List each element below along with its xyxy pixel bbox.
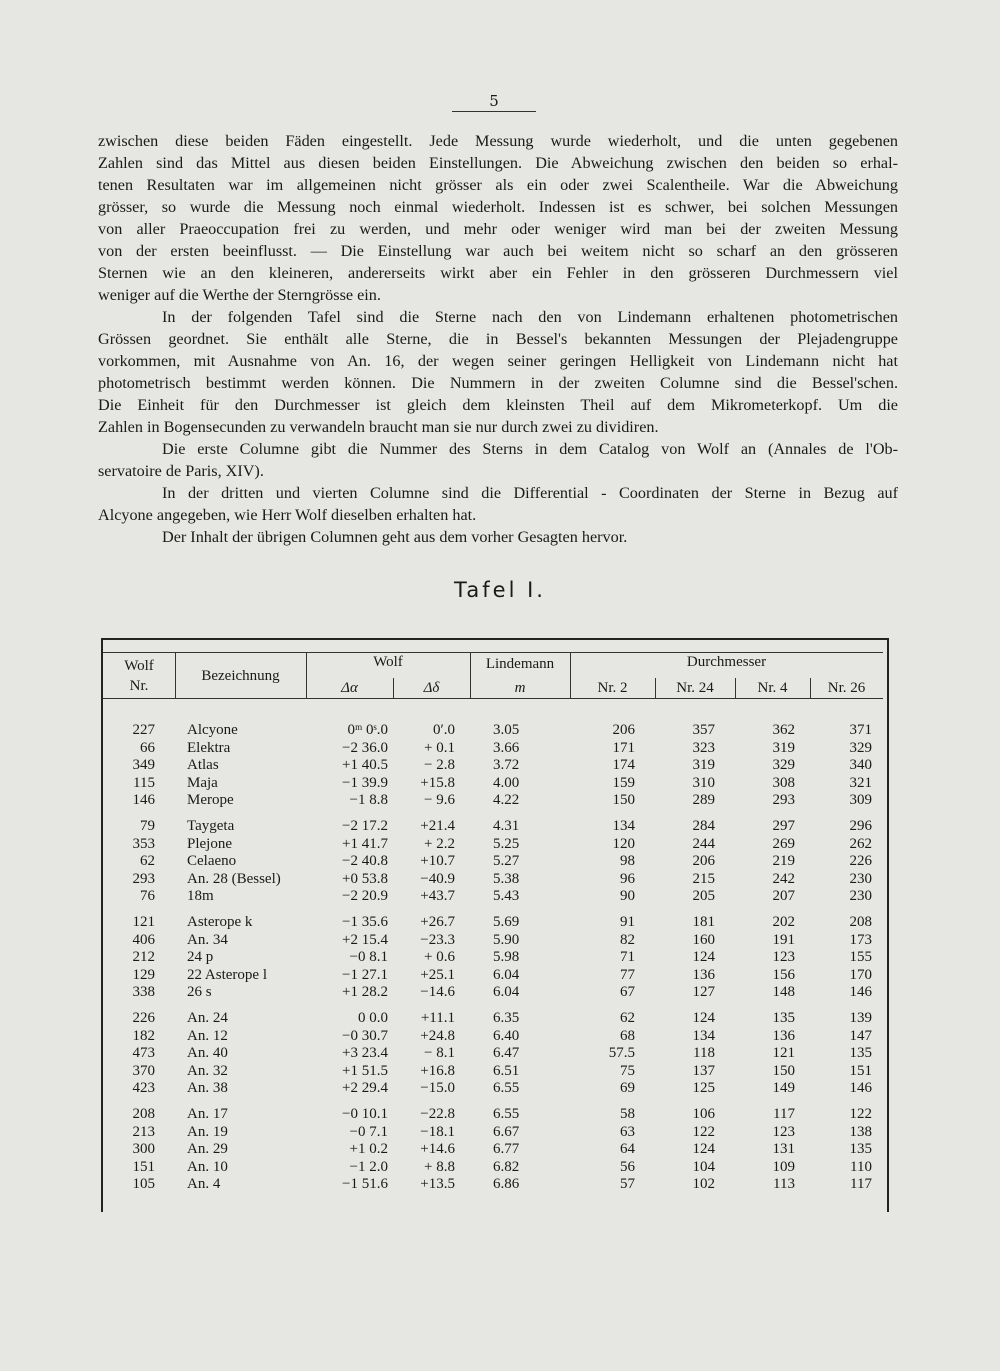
header-delta-alpha: Δα (341, 680, 358, 696)
cell-delta-delta: + 0.6 (424, 949, 455, 966)
cell-nr4: 123 (772, 949, 795, 966)
cell-nr4: 150 (772, 1062, 795, 1079)
cell-delta-alpha: −1 39.9 (342, 774, 388, 791)
cell-nr26: 230 (849, 888, 872, 905)
cell-nr4: 156 (772, 966, 795, 983)
cell-nr2: 58 (620, 1106, 635, 1122)
cell-delta-delta: − 2.8 (424, 757, 455, 774)
cell-bezeichnung: Merope (187, 792, 234, 809)
cell-delta-alpha: −1 8.8 (349, 792, 388, 809)
cell-nr24: 289 (692, 792, 715, 809)
text-line: grösser, so wurde die Messung noch einmal wiederholt. Indessen ist es schwer, bei solchen Messungen (98, 198, 898, 216)
cell-nr2: 174 (612, 757, 635, 774)
cell-lindemann-m: 5.69 (493, 914, 520, 930)
cell-nr2: 91 (620, 914, 635, 930)
cell-nr24: 310 (692, 774, 715, 791)
cell-delta-delta: −22.8 (420, 1106, 455, 1122)
text-line: Die Einheit für den Durchmesser ist gleich dem kleinsten Theil auf dem Mikrometerkopf. Um die (98, 396, 898, 414)
cell-nr4: 219 (772, 853, 795, 870)
cell-wolf-nr: 146 (132, 792, 155, 809)
cell-nr2: 56 (620, 1158, 635, 1175)
cell-bezeichnung: An. 40 (187, 1045, 228, 1062)
cell-delta-alpha: +1 0.2 (349, 1141, 388, 1158)
table-title: Tafel I. (454, 578, 546, 602)
cell-nr2: 68 (620, 1027, 635, 1044)
cell-delta-alpha: −2 40.8 (342, 853, 388, 870)
cell-lindemann-m: 3.05 (493, 722, 520, 738)
header-nr4: Nr. 4 (757, 680, 788, 696)
cell-nr26: 122 (849, 1106, 872, 1122)
cell-nr26: 170 (849, 966, 872, 983)
cell-delta-delta: +13.5 (420, 1176, 455, 1193)
cell-nr24: 118 (693, 1045, 715, 1062)
cell-nr26: 146 (849, 1080, 872, 1097)
page-number: 5 (452, 92, 536, 112)
cell-delta-delta: + 8.8 (424, 1158, 455, 1175)
cell-delta-alpha: −1 2.0 (349, 1158, 388, 1175)
cell-nr4: 131 (772, 1141, 795, 1158)
cell-bezeichnung: An. 12 (187, 1027, 228, 1044)
cell-nr4: 135 (772, 1010, 795, 1026)
text-line: In der dritten und vierten Columne sind die Differential - Coordinaten der Sterne in Bezug auf (162, 484, 898, 502)
cell-nr26: 296 (849, 818, 872, 834)
text-line: servatoire de Paris, XIV). (98, 462, 264, 480)
cell-nr24: 122 (692, 1123, 715, 1140)
cell-nr24: 104 (692, 1158, 715, 1175)
cell-nr24: 125 (692, 1080, 715, 1097)
cell-delta-delta: +25.1 (420, 966, 455, 983)
cell-nr26: 155 (849, 949, 872, 966)
text-line: von aller Praeoccupation frei zu werden, und mehr oder weniger wird man bei der zweiten Messung (98, 220, 898, 238)
cell-wolf-nr: 182 (132, 1027, 155, 1044)
cell-delta-delta: +21.4 (420, 818, 455, 834)
cell-lindemann-m: 5.27 (493, 853, 520, 870)
cell-lindemann-m: 4.22 (493, 792, 520, 809)
cell-nr24: 319 (692, 757, 715, 774)
cell-nr4: 308 (772, 774, 795, 791)
cell-delta-alpha: −2 20.9 (342, 888, 388, 905)
header-durchmesser: Durchmesser (686, 654, 767, 670)
cell-nr24: 127 (692, 984, 715, 1001)
cell-bezeichnung: Elektra (187, 739, 231, 756)
cell-delta-delta: +26.7 (420, 914, 455, 930)
cell-bezeichnung: An. 32 (187, 1062, 228, 1079)
cell-bezeichnung: An. 10 (187, 1158, 228, 1175)
cell-bezeichnung: Plejone (187, 835, 232, 852)
cell-bezeichnung: Atlas (187, 757, 219, 774)
cell-nr26: 147 (849, 1027, 872, 1044)
cell-lindemann-m: 5.90 (493, 931, 520, 948)
cell-nr26: 146 (849, 984, 872, 1001)
cell-nr2: 206 (612, 722, 635, 738)
cell-nr4: 202 (772, 914, 795, 930)
cell-wolf-nr: 213 (132, 1123, 155, 1140)
text-line: Grössen geordnet. Sie enthält alle Sterne, die in Bessel's bekannten Messungen der Plejadengruppe (98, 330, 898, 348)
cell-nr26: 151 (849, 1062, 872, 1079)
cell-lindemann-m: 5.38 (493, 870, 520, 887)
cell-wolf-nr: 370 (132, 1062, 155, 1079)
cell-nr2: 171 (612, 739, 635, 756)
header-wolf-nr-1: Wolf (124, 658, 154, 674)
header-nr24: Nr. 24 (676, 680, 714, 696)
cell-delta-alpha: +3 23.4 (342, 1045, 388, 1062)
cell-nr4: 329 (772, 757, 795, 774)
text-line: Sternen wie an den kleineren, andererseits wirkt aber ein Fehler in den grösseren Durchmessern viel (98, 264, 898, 282)
cell-delta-alpha: −1 27.1 (342, 966, 388, 983)
cell-nr26: 117 (850, 1176, 872, 1193)
cell-delta-delta: − 8.1 (424, 1045, 455, 1062)
cell-lindemann-m: 4.31 (493, 818, 520, 834)
cell-delta-alpha: +0 53.8 (342, 870, 388, 887)
cell-nr26: 329 (849, 739, 872, 756)
cell-nr4: 293 (772, 792, 795, 809)
cell-lindemann-m: 5.25 (493, 835, 520, 852)
cell-delta-delta: +10.7 (420, 853, 455, 870)
header-wolf-nr-2: Nr. (129, 678, 149, 694)
cell-nr2: 134 (612, 818, 635, 834)
text-line: weniger auf die Werthe der Sterngrösse ein. (98, 286, 381, 304)
cell-delta-alpha: −0 10.1 (342, 1106, 388, 1122)
cell-bezeichnung: 24 p (187, 949, 214, 966)
cell-nr26: 371 (849, 722, 872, 738)
cell-nr24: 134 (692, 1027, 715, 1044)
text-line: Der Inhalt der übrigen Columnen geht aus dem vorher Gesagten hervor. (162, 528, 628, 546)
cell-bezeichnung: An. 19 (187, 1123, 228, 1140)
cell-wolf-nr: 115 (133, 774, 155, 791)
cell-wolf-nr: 423 (132, 1080, 155, 1097)
cell-lindemann-m: 3.72 (493, 757, 520, 774)
cell-bezeichnung: An. 28 (Bessel) (187, 870, 281, 887)
cell-nr24: 106 (692, 1106, 715, 1122)
cell-nr2: 96 (620, 870, 635, 887)
cell-lindemann-m: 6.55 (493, 1080, 520, 1097)
cell-nr26: 226 (849, 853, 872, 870)
cell-delta-alpha: 0 0.0 (358, 1010, 388, 1026)
cell-delta-alpha: −0 8.1 (349, 949, 388, 966)
cell-bezeichnung: 18m (187, 888, 214, 905)
cell-nr4: 117 (773, 1106, 795, 1122)
cell-nr4: 319 (772, 739, 795, 756)
cell-delta-alpha: +1 51.5 (342, 1062, 388, 1079)
cell-nr4: 207 (772, 888, 795, 905)
header-bezeichnung: Bezeichnung (201, 668, 280, 684)
cell-delta-delta: −14.6 (420, 984, 455, 1001)
cell-delta-alpha: 0ᵐ 0ˢ.0 (347, 722, 388, 738)
cell-wolf-nr: 406 (132, 931, 155, 948)
cell-delta-delta: + 2.2 (424, 835, 455, 852)
cell-wolf-nr: 349 (132, 757, 155, 774)
text-line: tenen Resultaten war im allgemeinen nicht grösser als ein oder zwei Scalentheile. War die Abweichung (98, 176, 898, 194)
cell-delta-alpha: −1 51.6 (342, 1176, 388, 1193)
cell-nr26: 139 (849, 1010, 872, 1026)
cell-wolf-nr: 62 (140, 853, 155, 870)
text-line: vorkommen, mit Ausnahme von An. 16, der wegen seiner geringen Helligkeit von Lindemann nicht hat (98, 352, 898, 370)
cell-delta-delta: −15.0 (420, 1080, 455, 1097)
cell-delta-delta: − 9.6 (424, 792, 455, 809)
cell-wolf-nr: 208 (132, 1106, 155, 1122)
cell-nr4: 297 (772, 818, 795, 834)
cell-nr24: 124 (692, 1141, 715, 1158)
cell-nr2: 67 (620, 984, 635, 1001)
cell-wolf-nr: 79 (140, 818, 155, 834)
cell-nr24: 323 (692, 739, 715, 756)
cell-wolf-nr: 76 (140, 888, 155, 905)
cell-nr26: 135 (849, 1141, 872, 1158)
text-line: Alcyone angegeben, wie Herr Wolf dieselben erhalten hat. (98, 506, 477, 524)
cell-bezeichnung: Alcyone (187, 722, 238, 738)
cell-bezeichnung: An. 24 (187, 1010, 228, 1026)
cell-nr2: 64 (620, 1141, 635, 1158)
cell-delta-alpha: −0 7.1 (349, 1123, 388, 1140)
cell-delta-alpha: +2 15.4 (342, 931, 388, 948)
cell-wolf-nr: 227 (132, 722, 155, 738)
cell-wolf-nr: 129 (132, 966, 155, 983)
cell-wolf-nr: 212 (132, 949, 155, 966)
cell-nr24: 102 (692, 1176, 715, 1193)
cell-nr24: 124 (692, 949, 715, 966)
cell-lindemann-m: 3.66 (493, 739, 520, 756)
cell-nr4: 113 (773, 1176, 795, 1193)
cell-wolf-nr: 293 (132, 870, 155, 887)
header-lindemann-m: m (514, 680, 526, 696)
header-wolf-group: Wolf (373, 654, 403, 670)
cell-nr2: 69 (620, 1080, 635, 1097)
cell-wolf-nr: 353 (132, 835, 155, 852)
cell-bezeichnung: 26 s (187, 984, 212, 1001)
text-line: Zahlen sind das Mittel aus diesen beiden Einstellungen. Die Abweichung zwischen den beiden so erhal- (98, 154, 898, 172)
cell-delta-alpha: −0 30.7 (342, 1027, 388, 1044)
data-table (101, 638, 889, 1212)
cell-nr2: 71 (620, 949, 635, 966)
cell-wolf-nr: 121 (132, 914, 155, 930)
cell-bezeichnung: Asterope k (187, 914, 253, 930)
cell-nr24: 215 (692, 870, 715, 887)
cell-nr2: 57 (620, 1176, 635, 1193)
cell-nr2: 159 (612, 774, 635, 791)
cell-nr2: 77 (620, 966, 635, 983)
cell-nr2: 62 (620, 1010, 635, 1026)
cell-nr4: 121 (772, 1045, 795, 1062)
cell-lindemann-m: 6.04 (493, 984, 520, 1001)
cell-lindemann-m: 6.40 (493, 1027, 520, 1044)
cell-nr2: 90 (620, 888, 635, 905)
header-delta-delta: Δδ (423, 680, 440, 696)
cell-lindemann-m: 6.04 (493, 966, 520, 983)
cell-lindemann-m: 6.35 (493, 1010, 520, 1026)
cell-delta-delta: −40.9 (420, 870, 455, 887)
cell-nr4: 269 (772, 835, 795, 852)
cell-nr4: 109 (772, 1158, 795, 1175)
cell-bezeichnung: Celaeno (187, 853, 237, 870)
cell-nr2: 82 (620, 931, 635, 948)
cell-delta-delta: −18.1 (420, 1123, 455, 1140)
cell-nr26: 321 (849, 774, 872, 791)
cell-bezeichnung: An. 34 (187, 931, 228, 948)
cell-delta-delta: −23.3 (420, 931, 455, 948)
cell-lindemann-m: 6.67 (493, 1123, 520, 1140)
header-lindemann: Lindemann (485, 656, 555, 672)
cell-nr4: 191 (772, 931, 795, 948)
cell-nr24: 284 (692, 818, 715, 834)
cell-nr24: 136 (692, 966, 715, 983)
cell-bezeichnung: Maja (187, 774, 218, 791)
cell-nr26: 230 (849, 870, 872, 887)
cell-delta-delta: +15.8 (420, 774, 455, 791)
cell-delta-alpha: +1 28.2 (342, 984, 388, 1001)
cell-nr24: 206 (692, 853, 715, 870)
cell-delta-alpha: +1 41.7 (342, 835, 388, 852)
cell-lindemann-m: 5.43 (493, 888, 520, 905)
cell-delta-delta: + 0.1 (424, 739, 455, 756)
cell-bezeichnung: An. 38 (187, 1080, 228, 1097)
cell-nr26: 138 (849, 1123, 872, 1140)
cell-delta-delta: 0′.0 (432, 722, 455, 738)
cell-delta-alpha: −2 17.2 (342, 818, 388, 834)
cell-nr4: 242 (772, 870, 795, 887)
cell-delta-alpha: +2 29.4 (342, 1080, 388, 1097)
header-nr26: Nr. 26 (827, 680, 866, 696)
cell-nr2: 150 (612, 792, 635, 809)
header-rule-bottom (103, 698, 883, 699)
text-line: Zahlen in Bogensecunden zu verwandeln braucht man sie nur durch zwei zu dividiren. (98, 418, 659, 436)
cell-lindemann-m: 6.55 (493, 1106, 520, 1122)
cell-lindemann-m: 6.47 (493, 1045, 520, 1062)
cell-wolf-nr: 300 (132, 1141, 155, 1158)
cell-nr2: 120 (612, 835, 635, 852)
cell-lindemann-m: 6.82 (493, 1158, 520, 1175)
cell-nr26: 110 (850, 1158, 872, 1175)
cell-nr24: 137 (692, 1062, 715, 1079)
cell-delta-delta: +16.8 (420, 1062, 455, 1079)
cell-nr24: 160 (692, 931, 715, 948)
cell-lindemann-m: 6.77 (493, 1141, 520, 1158)
cell-bezeichnung: An. 17 (187, 1106, 228, 1122)
cell-lindemann-m: 6.51 (493, 1062, 520, 1079)
cell-nr4: 362 (772, 722, 795, 738)
cell-nr24: 181 (692, 914, 715, 930)
cell-lindemann-m: 5.98 (493, 949, 520, 966)
text-line: zwischen diese beiden Fäden eingestellt. Jede Messung wurde wiederholt, und die unten gegebenen (98, 132, 898, 150)
cell-wolf-nr: 338 (132, 984, 155, 1001)
body-text (98, 130, 898, 548)
cell-wolf-nr: 66 (140, 739, 155, 756)
text-line: Die erste Columne gibt die Nummer des Sterns in dem Catalog von Wolf an (Annales de l'Ob- (162, 440, 898, 458)
text-line: photometrisch bestimmt werden können. Die Nummern in der zweiten Columne sind die Bessel'schen. (98, 374, 898, 392)
cell-nr26: 173 (849, 931, 872, 948)
cell-nr4: 136 (772, 1027, 795, 1044)
text-line: von der ersten beeinflusst. — Die Einstellung war auch bei weitem nicht so scharf an den grösseren (98, 242, 898, 260)
cell-lindemann-m: 6.86 (493, 1176, 520, 1193)
cell-bezeichnung: An. 4 (187, 1176, 221, 1193)
cell-delta-delta: +24.8 (420, 1027, 455, 1044)
cell-delta-alpha: −2 36.0 (342, 739, 388, 756)
cell-bezeichnung: 22 Asterope l (187, 966, 267, 983)
cell-delta-alpha: +1 40.5 (342, 757, 388, 774)
cell-nr26: 208 (849, 914, 872, 930)
cell-bezeichnung: Taygeta (187, 818, 235, 834)
cell-nr2: 75 (620, 1062, 635, 1079)
cell-nr2: 57.5 (608, 1045, 635, 1062)
text-line: In der folgenden Tafel sind die Sterne nach den von Lindemann erhaltenen photometrischen (162, 308, 898, 326)
cell-bezeichnung: An. 29 (187, 1141, 228, 1158)
cell-nr26: 135 (849, 1045, 872, 1062)
cell-nr24: 357 (692, 722, 715, 738)
header-nr2: Nr. 2 (597, 680, 628, 696)
cell-delta-delta: +14.6 (420, 1141, 455, 1158)
cell-nr4: 149 (772, 1080, 795, 1097)
cell-nr26: 340 (849, 757, 872, 774)
cell-lindemann-m: 4.00 (493, 774, 520, 791)
cell-delta-alpha: −1 35.6 (342, 914, 388, 930)
cell-wolf-nr: 226 (132, 1010, 155, 1026)
cell-nr2: 98 (620, 853, 635, 870)
cell-nr24: 244 (692, 835, 715, 852)
cell-nr2: 63 (620, 1123, 635, 1140)
cell-wolf-nr: 151 (132, 1158, 155, 1175)
cell-nr4: 123 (772, 1123, 795, 1140)
cell-nr4: 148 (772, 984, 795, 1001)
cell-nr24: 205 (692, 888, 715, 905)
cell-nr24: 124 (692, 1010, 715, 1026)
cell-nr26: 262 (849, 835, 872, 852)
cell-wolf-nr: 105 (132, 1176, 155, 1193)
cell-nr26: 309 (849, 792, 872, 809)
cell-delta-delta: +43.7 (420, 888, 455, 905)
cell-delta-delta: +11.1 (420, 1010, 455, 1026)
cell-wolf-nr: 473 (132, 1045, 155, 1062)
